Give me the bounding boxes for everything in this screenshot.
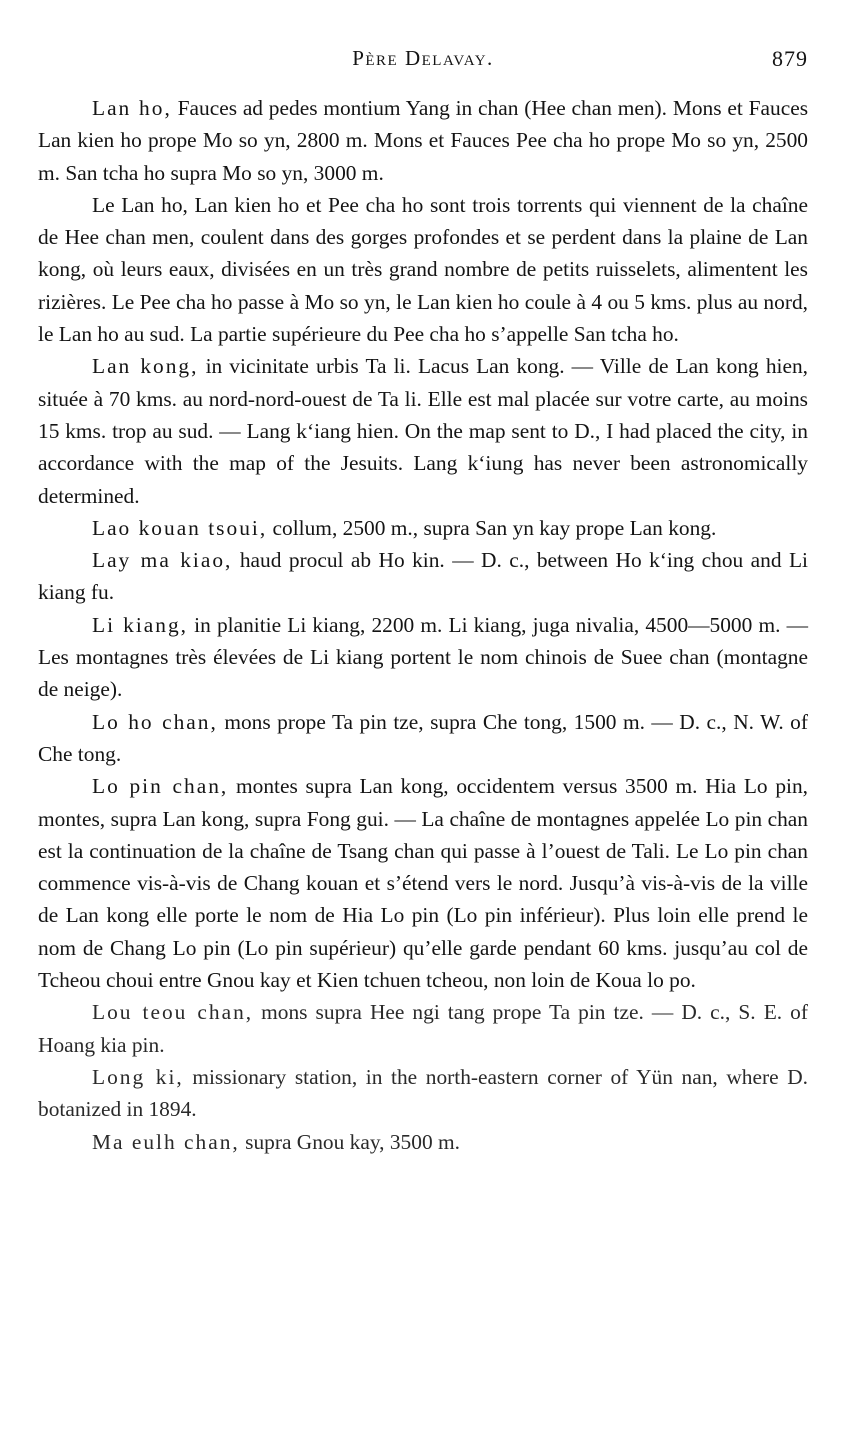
entry-heading: Lo pin chan, <box>92 774 229 799</box>
entry-text: collum, 2500 m., supra San yn kay prope Lan kong. <box>267 515 717 540</box>
entry-lo-ho-chan <box>38 706 808 771</box>
entry-ma-eulh-chan <box>38 1126 808 1158</box>
entry-lo-pin-chan <box>38 770 808 996</box>
entry-long-ki <box>38 1061 808 1126</box>
entry-li-kiang <box>38 609 808 706</box>
entry-text: montes supra Lan kong, occidentem versus 3500 m. Hia Lo pin, montes, supra Lan kong, supra Fong gui. — La chaîne de montagnes appelée Lo pin chan est la continuation de la chaîne de Tsang chan qui passe à l’ouest de Tali. Le Lo pin chan commence vis-à-vis de Chang kouan et s’étend vers le nord. Jusqu’à vis-à-vis de la ville de Lan kong elle porte le nom de Hia Lo pin (Lo pin inférieur). Plus loin elle prend le nom de Chang Lo pin (Lo pin supérieur) qu’elle garde pendant 60 kms. jusqu’au col de Tcheou choui entre Gnou kay et Kien tchuen tcheou, non loin de Koua lo po. <box>38 774 808 993</box>
entry-lan-kong <box>38 350 808 511</box>
entry-heading: Li kiang, <box>92 612 189 637</box>
entry-text: Fauces ad pedes montium Yang in chan (Hee chan men). Mons et Fauces Lan kien ho prope Mo so yn, 2800 m. Mons et Fauces Pee cha ho prope Mo so yn, 2500 m. San tcha ho supra Mo so yn, 3000 m. <box>38 96 809 185</box>
running-head <box>38 40 808 74</box>
entry-lou-teou-chan <box>38 996 808 1061</box>
entry-text: haud procul ab Ho kin. — D. c., between Ho k‘ing chou and Li kiang fu. <box>38 548 808 605</box>
page-number: 879 <box>772 46 808 71</box>
entry-lan-ho-note <box>38 189 808 350</box>
entry-heading: Lou teou chan, <box>92 1000 254 1025</box>
entry-lay-ma-kiao <box>38 544 808 609</box>
entry-heading: Lay ma kiao, <box>92 548 233 573</box>
entry-lan-ho <box>38 92 808 189</box>
entry-text: supra Gnou kay, 3500 m. <box>239 1129 460 1154</box>
entry-heading: Lo ho chan, <box>92 709 218 734</box>
entry-text: mons supra Hee ngi tang prope Ta pin tze. — D. c., S. E. of Hoang kia pin. <box>38 1000 808 1057</box>
entry-text: in vicinitate urbis Ta li. Lacus Lan kong. — Ville de Lan kong hien, située à 70 kms. au nord-nord-ouest de Ta li. Elle est mal placée sur votre carte, au moins 15 kms. trop au sud. — Lang k‘iang hien. On the map sent to D., I had placed the city, in accordance with the map of the Jesuits. Lang k‘iung has never been astronomically determined. <box>38 354 809 508</box>
entry-heading: Lan ho, <box>92 96 172 120</box>
entry-heading: Long ki, <box>92 1064 184 1089</box>
entry-heading: Lao kouan tsoui, <box>92 515 268 540</box>
running-title: Père Delavay. <box>352 46 494 70</box>
entry-heading: Ma eulh chan, <box>92 1129 240 1154</box>
entry-text: mons prope Ta pin tze, supra Che tong, 1500 m. — D. c., N. W. of Che tong. <box>38 709 808 766</box>
entry-text: in planitie Li kiang, 2200 m. Li kiang, juga nivalia, 4500—5000 m. — Les montagnes très élevées de Li kiang portent le nom chinois de Suee chan (montagne de neige). <box>38 612 808 702</box>
entry-text: missionary station, in the north-eastern corner of Yün nan, where D. botanized in 1894. <box>38 1064 808 1122</box>
body-text <box>38 92 808 1158</box>
entry-text: Le Lan ho, Lan kien ho et Pee cha ho sont trois torrents qui viennent de la chaîne de Hee chan men, coulent dans des gorges profondes et se perdent dans la plaine de Lan kong, où leurs eaux, divisées en un très grand nombre de petits ruisselets, alimentent les rizières. Le Pee cha ho passe à Mo so yn, le Lan kien ho coule à 4 ou 5 kms. plus au nord, le Lan ho au sud. La partie supérieure du Pee cha ho s’appelle San tcha ho. <box>38 192 808 347</box>
entry-heading: Lan kong, <box>92 354 199 379</box>
entry-lao-kouan-tsoui <box>38 512 808 544</box>
